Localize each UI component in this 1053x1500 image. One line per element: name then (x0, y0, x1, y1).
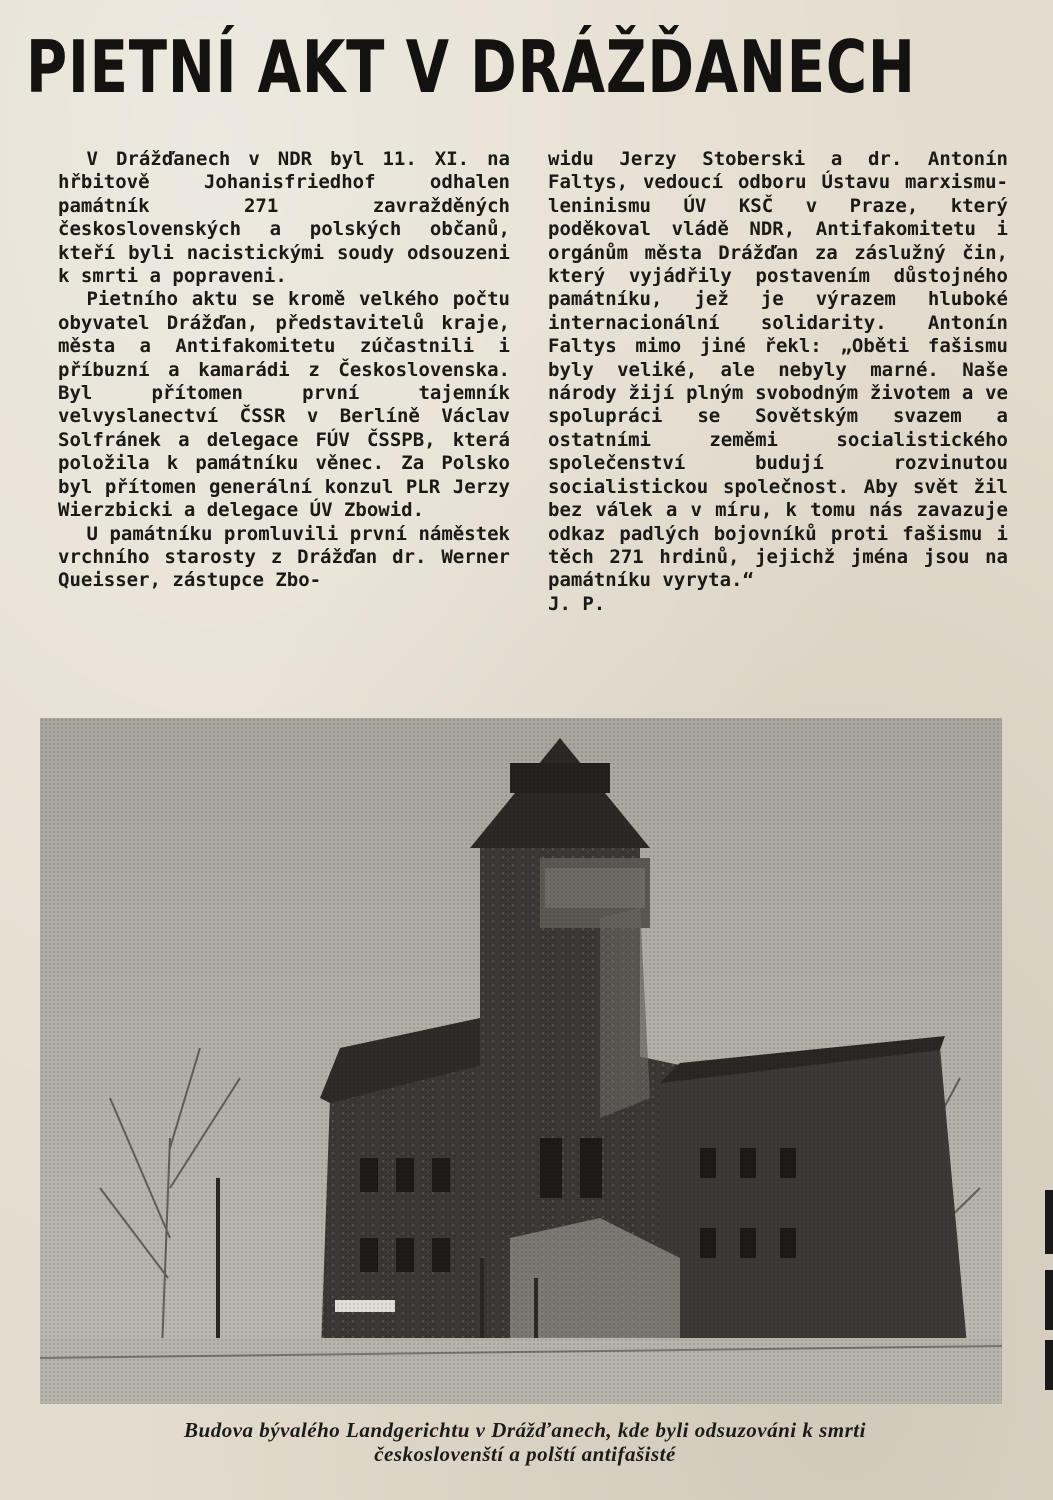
caption-line-1: Budova bývalého Landgerichtu v Drážďanech, kde byli odsuzováni k smrti (184, 1418, 866, 1442)
caption-line-2: českoslovenští a polští antifašisté (374, 1442, 676, 1466)
landgericht-building-image (40, 718, 1002, 1404)
paragraph-3: U památníku promluvili první náměstek vrchního starosty z Drážďan dr. Werner Queisser, zástupce Zbo- (58, 522, 510, 592)
edge-bar-mark (1045, 1270, 1053, 1330)
building-photo (40, 718, 1002, 1404)
article-column-right (548, 148, 1008, 616)
edge-bar-mark (1045, 1190, 1053, 1254)
photo-caption (30, 1418, 1020, 1466)
headline: PIETNÍ AKT V DRÁŽĎANECH (26, 25, 916, 109)
paragraph-2: Pietního aktu se kromě velkého počtu obyvatel Drážďan, představitelů kraje, města a Antifakomitetu zúčastnili i příbuzní a kamarádi z Československa. Byl přítomen první tajemník velvyslanectví ČSSR v Berlíně Václav Solfránek a delegace FÚV ČSSPB, která položila k památníku věnec. Za Polsko byl přítomen generální konzul PLR Jerzy Wierzbicki a delegace ÚV Zbowid. (58, 288, 510, 522)
paragraph-3-continued: widu Jerzy Stoberski a dr. Antonín Faltys, vedoucí odboru Ústavu marxismu-leninismu ÚV KSČ v Praze, který poděkoval vládě NDR, Antifakomitetu i orgánům města Drážďan za záslužný čin, který vyjádřily postavením důstojného památníku, jež je výrazem hluboké internacionální solidarity. Antonín Faltys mimo jiné řekl: „Oběti fašismu byly veliké, ale nebyly marné. Naše národy žijí plným svobodným životem a ve spolupráci se Sovětským svazem a ostatními zeměmi socialistického společenství budují rozvinutou socialistickou společnost. Aby svět žil bez válek a v míru, k tomu nás zavazuje odkaz padlých bojovníků proti fašismu i těch 271 hrdinů, jejichž jména jsou na památníku vyryta.“ (548, 148, 1008, 592)
edge-bar-mark (1045, 1340, 1053, 1390)
paragraph-1: V Drážďanech v NDR byl 11. XI. na hřbitově Johanisfriedhof odhalen památník 271 zavražděných československých a polských občanů, kteří byli nacistickými soudy odsouzeni k smrti a popraveni. (58, 148, 510, 288)
article-column-left (58, 148, 510, 593)
author-signature: J. P. (548, 592, 606, 615)
